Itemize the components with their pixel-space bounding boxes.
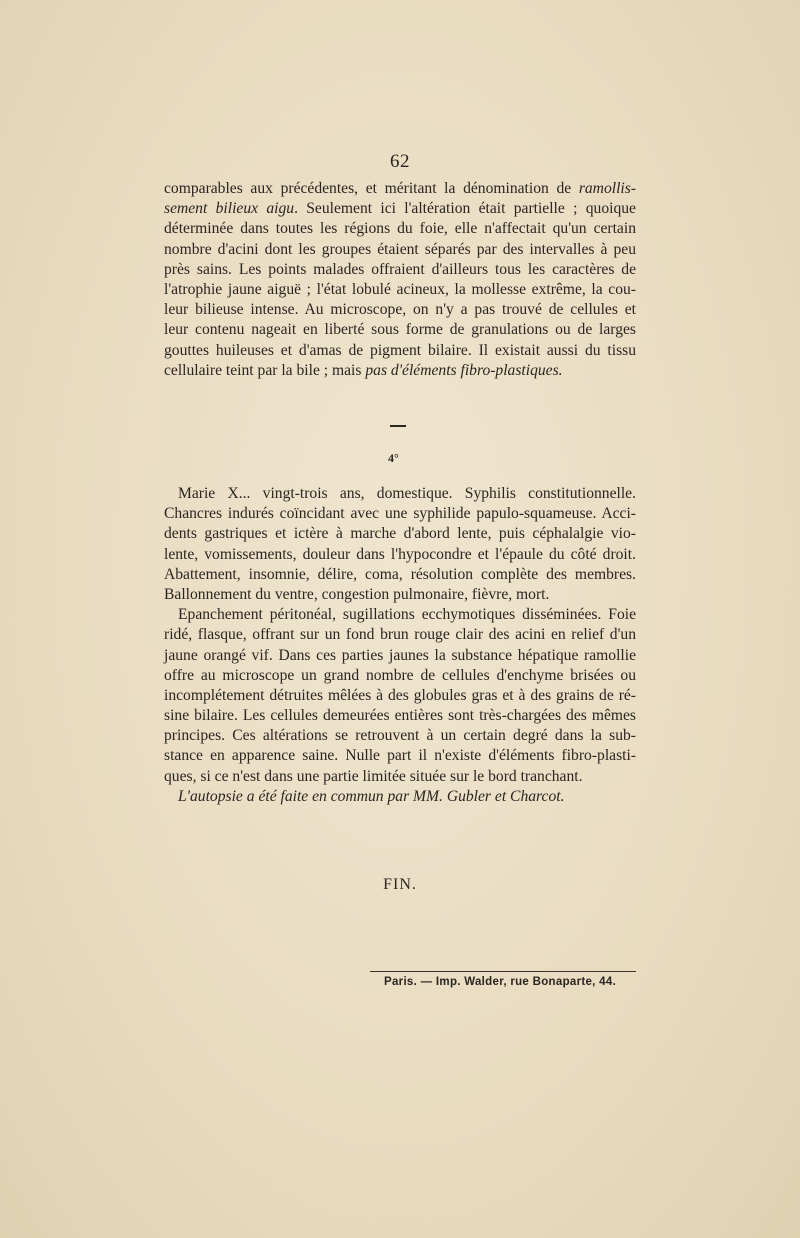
text-line <box>164 179 636 199</box>
text-line <box>164 646 636 666</box>
text-line <box>164 219 636 239</box>
text-segment: cellulaire teint par la bile ; mais <box>164 361 366 379</box>
text-segment: jaune orangé vif. Dans ces parties jaunes la substance hépatique ramollie <box>164 646 636 664</box>
text-line <box>164 199 636 219</box>
italic-text: sement bilieux aigu <box>164 200 295 218</box>
text-segment: Abattement, insomnie, délire, coma, résolution complète des membres. <box>164 565 636 583</box>
text-line <box>164 706 636 726</box>
text-line <box>164 545 636 565</box>
text-segment: dents gastriques et ictère à marche d'abord lente, puis céphalalgie vio- <box>164 525 636 543</box>
text-segment: nombre d'acini dont les groupes étaient séparés par des intervalles à peu <box>164 240 636 258</box>
text-segment: sine bilaire. Les cellules demeurées entières sont très-chargées des mêmes <box>164 707 636 725</box>
text-segment: stance en apparence saine. Nulle part il n'existe d'éléments fibro-plasti- <box>164 747 636 765</box>
fin-heading: FIN. <box>383 876 417 893</box>
italic-text: pas d'éléments fibro-plastiques. <box>365 361 563 379</box>
text-segment: lente, vomissements, douleur dans l'hypocondre et l'épaule du côté droit. <box>164 545 636 563</box>
text-line <box>164 565 636 585</box>
text-segment: leur contenu nageait en liberté sous forme de granulations ou de larges <box>164 321 636 339</box>
text-line <box>164 726 636 746</box>
text-line <box>164 746 636 766</box>
paragraph-case-marie <box>164 484 636 807</box>
text-segment: Ballonnement du ventre, congestion pulmonaire, fièvre, mort. <box>164 585 550 603</box>
text-line <box>164 320 636 340</box>
text-segment: ques, si ce n'est dans une partie limitée située sur le bord tranchant. <box>164 767 583 785</box>
text-segment: déterminée dans toutes les régions du foie, elle n'affectait qu'un certain <box>164 220 636 238</box>
text-segment: comparables aux précédentes, et méritant la dénomination de <box>164 180 579 197</box>
text-segment: incomplétement détruites mêlées à des globules gras et à des grains de ré- <box>164 686 636 704</box>
paragraph-ramollissement <box>164 179 636 381</box>
text-segment: près sains. Les points malades offraient d'ailleurs tous les caractères de <box>164 260 636 278</box>
text-line <box>164 280 636 300</box>
italic-text: L'autopsie a été faite en commun par MM. Gubler et Charcot. <box>178 787 565 805</box>
text-line <box>164 361 636 381</box>
section-number: 4° <box>388 451 399 465</box>
text-segment: gouttes huileuses et d'amas de pigment bilaire. Il existait aussi du tissu <box>164 341 636 359</box>
text-segment: leur bilieuse intense. Au microscope, on n'y a pas trouvé de cellules et <box>164 301 636 319</box>
text-line <box>164 666 636 686</box>
text-segment: Chancres indurés coïncidant avec une syphilide papulo-squameuse. Acci- <box>164 505 636 523</box>
page-number: 62 <box>390 151 410 172</box>
text-segment: Epanchement péritonéal, sugillations ecchymotiques disséminées. Foie <box>178 606 636 624</box>
text-segment: Marie X... vingt-trois ans, domestique. Syphilis constitutionnelle. <box>178 485 636 502</box>
printer-imprint: Paris. — Imp. Walder, rue Bonaparte, 44. <box>384 976 617 988</box>
text-segment: ridé, flasque, offrant sur un fond brun rouge clair des acini en relief d'un <box>164 626 636 644</box>
text-segment: l'atrophie jaune aiguë ; l'état lobulé acineux, la mollesse extrême, la cou- <box>164 280 636 298</box>
text-line <box>164 504 636 524</box>
text-segment: principes. Ces altérations se retrouvent à un certain degré dans la sub- <box>164 727 636 745</box>
text-line <box>164 240 636 260</box>
text-line <box>164 605 636 625</box>
text-line <box>164 585 636 605</box>
text-line <box>164 625 636 645</box>
imprint-rule <box>370 971 636 972</box>
text-line <box>164 341 636 361</box>
text-line <box>164 260 636 280</box>
text-line <box>164 767 636 787</box>
text-segment: . Seulement ici l'altération était partielle ; quoique <box>294 200 636 218</box>
text-line <box>164 300 636 320</box>
text-segment: offre au microscope un grand nombre de cellules d'enchyme brisées ou <box>164 666 636 684</box>
italic-text: ramollis- <box>578 180 636 197</box>
text-line <box>164 787 636 807</box>
text-line <box>164 686 636 706</box>
text-line <box>164 484 636 504</box>
text-line <box>164 524 636 544</box>
section-separator-dash <box>390 425 406 427</box>
